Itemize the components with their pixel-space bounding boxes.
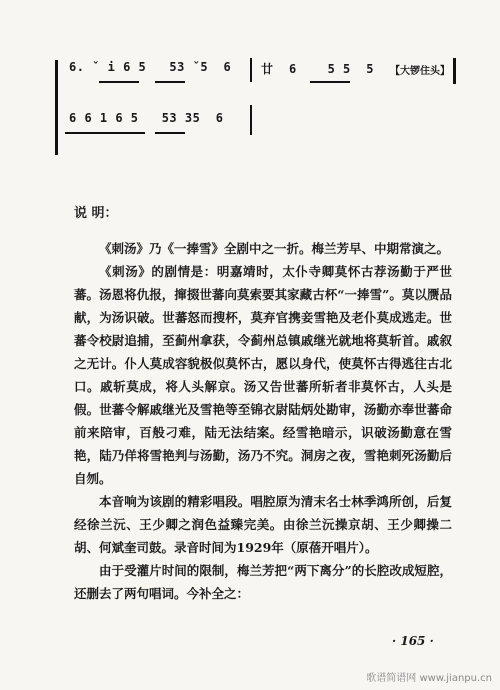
score-row-1-bar-2: 廿 6 5 5 5 bbox=[261, 62, 374, 76]
beam-underline bbox=[310, 81, 350, 83]
notes-section bbox=[74, 202, 452, 605]
barline bbox=[250, 105, 252, 135]
score-row-2-bar-1: 6 6 1 6 5 53 35 6 bbox=[69, 111, 224, 125]
beam-underline bbox=[65, 132, 145, 134]
beam-underline bbox=[155, 132, 185, 134]
end-barline bbox=[453, 58, 456, 84]
page-number: · 165 · bbox=[392, 634, 434, 648]
paragraph: 本音响为该剧的精彩唱段。唱腔原为清末名士林季鸿所创，后复经徐兰沅、王少卿之润色益臻完美。由徐兰沅操京胡、王少卿操二胡、何斌奎司鼓。录音时间为1929年（原蓓开唱片）。 bbox=[74, 494, 452, 555]
beam-underline bbox=[99, 81, 139, 83]
score-row-2 bbox=[65, 111, 224, 141]
paragraph: 《刺汤》乃《一捧雪》全剧中之一折。梅兰芳早、中期常演之。 bbox=[99, 241, 450, 256]
barline bbox=[250, 58, 252, 82]
paragraph: 《刺汤》的剧情是：明嘉靖时，太仆寺卿莫怀古荐汤勤于严世蕃。汤恩将仇报，撺掇世蕃向莫索要其家藏古杯“一捧雪”。莫以赝品献，为汤识破。世蕃怒而搜杯，莫弃官携妾雪艳及老仆莫成逃走。世蕃令校尉追捕，至蓟州拿获，令蓟州总镇戚继光就地将莫斩首。戚叙之无计。仆人莫成容貌极似莫怀古，愿以身代，使莫怀古得逃往古北口。戚斩莫成，将人头解京。汤又告世蕃所斩者非莫怀古，人头是假。世蕃令解戚继光及雪艳等至锦衣尉陆炳处勘审，汤勤亦奉世蕃命前来陪审，百般刁难，陆无法结案。经雪艳暗示，识破汤勤意在雪艳，陆乃佯将雪艳判与汤勤，汤乃不究。洞房之夜，雪艳刺死汤勤后自刎。 bbox=[74, 264, 452, 486]
end-mark: 【大锣住头】 bbox=[390, 66, 450, 77]
system-bracket bbox=[55, 60, 58, 155]
score-row-1-bar-1: 6. ˇ i 6 5 53 ˇ5 6 bbox=[69, 60, 232, 74]
music-score bbox=[55, 48, 450, 158]
paragraph: 由于受灌片时间的限制，梅兰芳把“两下离分”的长腔改成短腔，还删去了两句唱词。今补全之： bbox=[74, 563, 452, 601]
score-row-1 bbox=[65, 60, 374, 90]
watermark: 歌谱简谱网 www.jianpu.cn bbox=[366, 673, 492, 684]
notes-heading: 说 明： bbox=[74, 206, 118, 221]
beam-underline bbox=[155, 81, 185, 83]
